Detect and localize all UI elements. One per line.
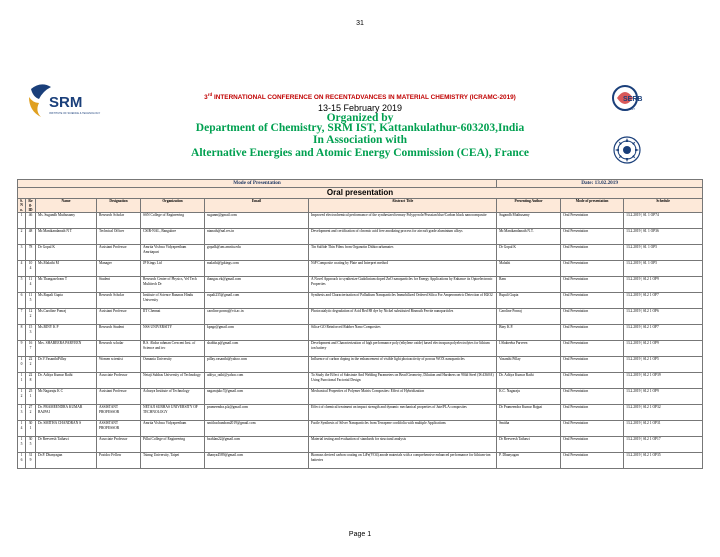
organized-by: Organized by — [326, 112, 394, 124]
top-page-number: 31 — [356, 20, 364, 27]
cell-mode: Oral Presentation — [561, 277, 624, 293]
cell-schedule: 13.2.2019 | SI.2 1 OP39 — [624, 373, 703, 389]
cell-email: rupali235@gmail.com — [205, 293, 309, 309]
cell-organization: B.S. Abdur rahman Crescent Inst. of Science and tec — [141, 341, 205, 357]
cell-presenting: Vasanthi Pillay — [497, 357, 561, 373]
cell-abstract: A Novel Approach to synthesize Gadolinium doped ZnO nanoparticles for Energy Applications by Enhance its Optoelectronic Properties — [309, 277, 497, 293]
cell-sno: 16 — [18, 453, 26, 469]
serb-logo-subtext: DST — [629, 107, 635, 111]
mode-label: Mode of Presentation — [18, 180, 497, 188]
cell-abstract: Influence of carbon doping in the enhancement of visible light photoactivity of porous WOX nanoparticles — [309, 357, 497, 373]
table-row — [18, 325, 703, 341]
cell-schedule: 13.2.2019 | SI.2 1 OP9 — [624, 341, 703, 357]
cell-name: Dr Gopal K — [36, 245, 97, 261]
cell-organization: Tsinng University, Taipei — [141, 453, 205, 469]
col-mode: Mode of presentation — [561, 199, 624, 213]
cell-presenting: I.Shabeeba Parveen — [497, 341, 561, 357]
col-reg: Reg. ID — [26, 199, 36, 213]
mode-row — [18, 180, 703, 188]
cell-sno: 2 — [18, 229, 26, 245]
cell-presenting: Sugandh Muthusamy — [497, 213, 561, 229]
cell-mode: Oral Presentation — [561, 229, 624, 245]
cell-presenting: Dr. Aditya Kumar Rathi — [497, 373, 561, 389]
cell-reg: 167 — [26, 341, 36, 357]
cell-organization: Pillai College of Engineering — [141, 437, 205, 453]
cell-email: aditya_rathi@yahoo.com — [205, 373, 309, 389]
cell-abstract: Effect of chemical treatment on impact strength and dynamic mechanical properties of Jute/PLA composites — [309, 405, 497, 421]
cell-schedule: 13.2.2019 | SI. 1 OP5 — [624, 245, 703, 261]
cell-designation: ASSISTANT PROFESSOR — [97, 405, 141, 421]
col-presenting: Presenting Author — [497, 199, 561, 213]
cell-schedule: 13.2.2019 | SI.2 1 OP7 — [624, 293, 703, 309]
cell-presenting: Rupali Gupta — [497, 293, 561, 309]
table-row — [18, 213, 703, 229]
col-designation: Designation — [97, 199, 141, 213]
cell-schedule: 13.2.2019 | SI.2 1 OP7 — [624, 325, 703, 341]
col-sno: S. No. — [18, 199, 26, 213]
cell-organization: Institute of Science Banaras Hindu University — [141, 293, 205, 309]
cell-name: Mr.Manikandanath N T — [36, 229, 97, 245]
table-row — [18, 437, 703, 453]
cell-name: Ms. Sugandh Muthusamy — [36, 213, 97, 229]
col-name: Name — [36, 199, 97, 213]
cell-reg: 104 — [26, 261, 36, 277]
table-row — [18, 261, 703, 277]
cell-mode: Oral Presentation — [561, 341, 624, 357]
cell-abstract: Mechanical Properties of Polymer Matrix Composites: Effect of Hybridization — [309, 389, 497, 405]
cell-mode: Oral Presentation — [561, 437, 624, 453]
srm-logo-text: SRM — [49, 94, 83, 111]
cell-name: Mr.Thangaselvam T — [36, 277, 97, 293]
cell-name: Dr. Aditya Kumar Rathi — [36, 373, 97, 389]
cell-email: ntanath@nal.res.in — [205, 229, 309, 245]
col-abstract: Abstract Title — [309, 199, 497, 213]
cell-name: Dr.V.VasanthiPillay — [36, 357, 97, 373]
cell-email: prameendra.p.k@gmail.com — [205, 405, 309, 421]
cell-email: kpngr@gmail.com — [205, 325, 309, 341]
cell-mode: Oral Presentation — [561, 293, 624, 309]
table-row — [18, 421, 703, 437]
cell-mode: Oral Presentation — [561, 405, 624, 421]
cell-designation: ASSISTANT PROFESSOR — [97, 421, 141, 437]
cell-email: shabba.p@gmail.com — [205, 341, 309, 357]
cell-reg: 319 — [26, 453, 36, 469]
cell-email: thangas.vk@gmail.com — [205, 277, 309, 293]
cell-mode: Oral Presentation — [561, 453, 624, 469]
cell-sno: 3 — [18, 245, 26, 261]
cell-reg: 46 — [26, 213, 36, 229]
cell-sno: 1 — [18, 213, 26, 229]
conf-ordinal: 3 — [204, 94, 208, 102]
cell-email: suganm@gmail.com — [205, 213, 309, 229]
cell-schedule: 13.2.2019 | SI. 1 OP5 — [624, 261, 703, 277]
cell-reg: 78 — [26, 245, 36, 261]
cell-reg: 305 — [26, 437, 36, 453]
cell-designation: Women scientist — [97, 357, 141, 373]
section-title: Oral presentation — [18, 188, 703, 199]
cell-sno: 11 — [18, 373, 26, 389]
cell-mode: Oral Presentation — [561, 325, 624, 341]
cell-organization: Amrita Vishwa Vidyapeetham Amritapuri — [141, 245, 205, 261]
cell-abstract: NiP Composite coating by Plate and Interpret method — [309, 261, 497, 277]
cell-sno: 9 — [18, 341, 26, 357]
cell-designation: Technical Officer — [97, 229, 141, 245]
col-email: Email — [205, 199, 309, 213]
cell-name: Mrs. SHABEERA PARVEEN — [36, 341, 97, 357]
cell-schedule: 13.2.2019 | SI.2 1 OP6 — [624, 309, 703, 325]
cell-mode: Oral Presentation — [561, 421, 624, 437]
cell-email: gopalk@am.amrita.edu — [205, 245, 309, 261]
serb-logo-text: SERB — [623, 96, 643, 103]
cell-presenting: Biny K.P. — [497, 325, 561, 341]
cell-name: Mr.Nagaraju K C — [36, 389, 97, 405]
srm-logo-subtext: INSTITUTE OF SCIENCE & TECHNOLOGY — [49, 112, 101, 115]
cell-sno: 10 — [18, 357, 26, 373]
cell-presenting: Dr Gopal K — [497, 245, 561, 261]
cell-mode: Oral Presentation — [561, 389, 624, 405]
cell-abstract: Development and Characterization of high performance poly (ethylene oxide) based electrospun polyelectrolytes for lithium ion battery — [309, 341, 497, 357]
cell-email: bsahlan22@gmail.com — [205, 437, 309, 453]
cell-schedule: 13.2.2019 | SI.2 1 OP31 — [624, 421, 703, 437]
department-line: Department of Chemistry, SRM IST, Kattankulathur-603203,India — [195, 122, 525, 134]
presentation-schedule-table — [17, 179, 703, 469]
cell-name: Ms.Malathi M — [36, 261, 97, 277]
cell-reg: 48 — [26, 229, 36, 245]
cell-schedule: 13.2.2019 | SI.2 1 OP35 — [624, 453, 703, 469]
cell-presenting: P. Dhanyagan — [497, 453, 561, 469]
cell-abstract: Silica-GO Reinforced Rubber Nano Composites — [309, 325, 497, 341]
cell-name: Dr Reeveesh Tathawi — [36, 437, 97, 453]
cell-presenting: Dr Prameendra Kumar Bajpai — [497, 405, 561, 421]
cell-schedule: 13.2.2019 | SI. 1 OP36 — [624, 229, 703, 245]
table-row — [18, 453, 703, 469]
cell-designation: Research Student — [97, 325, 141, 341]
cell-designation: Research Scholar — [97, 213, 141, 229]
cell-name: Ms.Caroline Ponraj — [36, 309, 97, 325]
cell-abstract: Development and certification of chromic acid free anodizing process for aircraft grade aluminium alloys — [309, 229, 497, 245]
cell-abstract: Material testing and evaluation of standards for structural analysis — [309, 437, 497, 453]
cell-email: nagarajukc7@gmail.com — [205, 389, 309, 405]
association-line: In Association with — [313, 134, 407, 146]
table-row — [18, 373, 703, 389]
cell-reg: 222 — [26, 357, 36, 373]
cell-designation: Assistant Professor — [97, 245, 141, 261]
cell-mode: Oral Presentation — [561, 357, 624, 373]
cell-abstract: Photocatalytic degradation of Acid Red 88 dye by Nickel substituted Bismuth Ferrite nanoparticles — [309, 309, 497, 325]
cell-email: malathi@jpkings.com — [205, 261, 309, 277]
commission-line: Alternative Energies and Atomic Energy Commission (CEA), France — [191, 147, 529, 159]
cell-presenting: Ram — [497, 277, 561, 293]
col-schedule: Schedule — [624, 199, 703, 213]
cell-abstract: Synthesis and Characterization of Palladium Nanoparticles Immobilized Ordered Silica For Amperometric Detection of H2O2 — [309, 293, 497, 309]
cell-designation: Associate Professor — [97, 373, 141, 389]
cell-organization: Amrita Vishwa Vidyapeetham — [141, 421, 205, 437]
cell-name: Ms.BINY K P — [36, 325, 97, 341]
cell-email: pillay.vasanthi@yahoo.com — [205, 357, 309, 373]
cell-email: caroline.ponraj@vit.ac.in — [205, 309, 309, 325]
cell-reg: 115 — [26, 293, 36, 309]
cell-abstract: Facile Synthesis of Silver Nanoparticles from Terrapene cordifolia with multiple Applications — [309, 421, 497, 437]
cell-organization: Osmania University — [141, 357, 205, 373]
cell-sno: 14 — [18, 421, 26, 437]
cell-schedule: 13.2.2019 | SI.2 1 OP32 — [624, 405, 703, 421]
table-row — [18, 389, 703, 405]
cell-sno: 7 — [18, 309, 26, 325]
cell-sno: 13 — [18, 405, 26, 421]
cell-name: Ms.Rupali Gupta — [36, 293, 97, 309]
cell-organization: Netaji Subhas University of Technology — [141, 373, 205, 389]
cell-organization: IIT Chennai — [141, 309, 205, 325]
cell-name: Dr. PRAMEENDRA KUMAR BAJPAI — [36, 405, 97, 421]
cell-abstract: Biomass derived carbon coating on LiFe(VO4) anode materials with a comprehensive enhanced performance for lithium-ion batteries — [309, 453, 497, 469]
cell-organization: Acharya Institute of Technology — [141, 389, 205, 405]
conf-title-text: INTERNATIONAL CONFERENCE ON RECENTADVANCES IN MATERIAL CHEMISTRY (ICRAMC-2019) — [212, 94, 516, 102]
conf-ordinal-suffix: rd — [207, 92, 213, 97]
cell-designation: Associate Professor — [97, 437, 141, 453]
cell-reg: 122 — [26, 309, 36, 325]
cell-organization: NSS UNIVERSITY — [141, 325, 205, 341]
cell-sno: 4 — [18, 261, 26, 277]
cell-reg: 114 — [26, 277, 36, 293]
cell-schedule: 13.2.2019 | SI. 1 OP74 — [624, 213, 703, 229]
cell-abstract: Improved electrochemical performance of the synthesized ternary Polypyrrole/Prussian blue/Carbon black nanocomposite — [309, 213, 497, 229]
cell-organization: Research Center of Physics, Vel Tech Multitech Dr — [141, 277, 205, 293]
cell-reg: 272 — [26, 405, 36, 421]
cell-mode: Oral Presentation — [561, 373, 624, 389]
table-row — [18, 341, 703, 357]
page-footer: Page 1 — [348, 531, 372, 538]
cell-designation: Postdoc Fellow — [97, 453, 141, 469]
cell-designation: Assistant Professor — [97, 389, 141, 405]
cell-presenting: Mr.Manikandanath N.T. — [497, 229, 561, 245]
cell-sno: 15 — [18, 437, 26, 453]
cell-email: smithachandran2019@gmail.com — [205, 421, 309, 437]
table-row — [18, 245, 703, 261]
cell-presenting: Dr Reeveesh Tathawi — [497, 437, 561, 453]
cell-presenting: Caroline Ponraj — [497, 309, 561, 325]
cell-designation: Assistant Professor — [97, 309, 141, 325]
cell-designation: Manager — [97, 261, 141, 277]
cell-organization: JP Kings Ltd — [141, 261, 205, 277]
cell-mode: Oral Presentation — [561, 261, 624, 277]
cell-name: Dr. SMITHA CHANDRAN S — [36, 421, 97, 437]
cell-reg: 228 — [26, 373, 36, 389]
cell-mode: Oral Presentation — [561, 309, 624, 325]
conference-dates: 13-15 February 2019 — [317, 103, 403, 113]
cell-sno: 8 — [18, 325, 26, 341]
cell-email: dhanya4589@gmail.com — [205, 453, 309, 469]
cell-sno: 5 — [18, 277, 26, 293]
cell-organization: CSIR-NAL, Bangalore — [141, 229, 205, 245]
cell-reg: 251 — [26, 389, 36, 405]
cell-reg: 301 — [26, 421, 36, 437]
cell-name: Dr.P. Dhanyagan — [36, 453, 97, 469]
table-row — [18, 357, 703, 373]
cell-schedule: 13.2.2019 | SI.2 1 OP17 — [624, 437, 703, 453]
table-row — [18, 293, 703, 309]
section-row — [18, 188, 703, 199]
conference-title — [60, 92, 660, 101]
cell-schedule: 13.2.2019 | SI.2 1 OP9 — [624, 277, 703, 293]
cell-sno: 6 — [18, 293, 26, 309]
header-row — [18, 199, 703, 213]
table-row — [18, 277, 703, 293]
cell-mode: Oral Presentation — [561, 245, 624, 261]
cell-organization: SSN College of Engineering — [141, 213, 205, 229]
cell-abstract: To Study the Effect of Substrate And Welding Parameters on Bead Geometry, Dilution and Hardness on 904d Steel (IS:4360A) Using Functional Factorial Design — [309, 373, 497, 389]
cell-organization: NETAJI SUBHAS UNIVERSITY OF TECHNOLOGY — [141, 405, 205, 421]
cell-presenting: Malathi — [497, 261, 561, 277]
date-label: Date: 13.02.2019 — [497, 180, 703, 188]
table-row — [18, 405, 703, 421]
cell-reg: 153 — [26, 325, 36, 341]
cell-designation: Research scholar — [97, 341, 141, 357]
cell-schedule: 13.2.2019 | SI.2 1 OP9 — [624, 389, 703, 405]
cell-presenting: Smitha — [497, 421, 561, 437]
cell-mode: Oral Presentation — [561, 213, 624, 229]
table-row — [18, 229, 703, 245]
cell-designation: Research Scholar — [97, 293, 141, 309]
table-row — [18, 309, 703, 325]
cell-presenting: K.C. Nagaraju — [497, 389, 561, 405]
col-organization: Organization — [141, 199, 205, 213]
cell-designation: Student — [97, 277, 141, 293]
cell-abstract: Tin Sulfide Thin Films from Organotin Dithiocarbamates — [309, 245, 497, 261]
cell-schedule: 13.2.2019 | SI.2 1 OP5 — [624, 357, 703, 373]
cell-sno: 12 — [18, 389, 26, 405]
